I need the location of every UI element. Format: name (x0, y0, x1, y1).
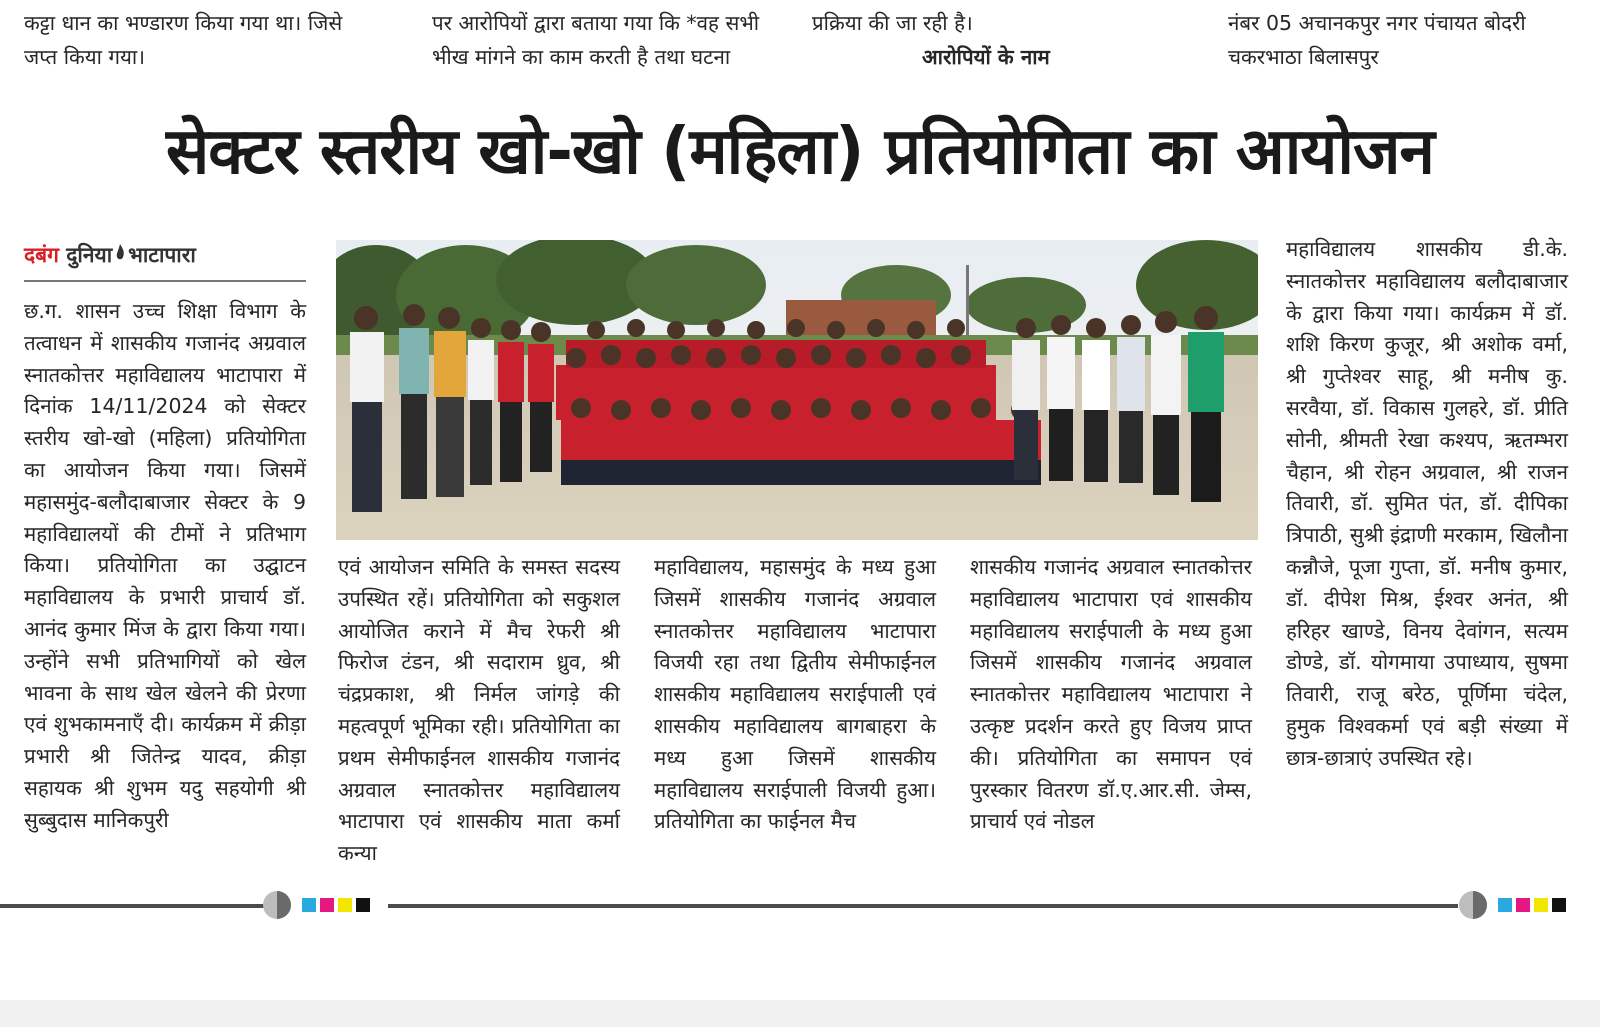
previous-article-col1 (24, 6, 394, 74)
flame-icon (114, 241, 126, 271)
registration-mark-left (262, 890, 384, 920)
previous-article-col2 (432, 6, 792, 74)
article-column-2 (338, 552, 620, 870)
section-heading: आरोपियों के नाम (922, 45, 1050, 69)
brand-name-dark: दुनिया (66, 243, 113, 267)
previous-article-col3 (812, 6, 1172, 74)
article-text: शासकीय गजानंद अग्रवाल स्नातकोत्तर महाविद्यालय भाटापारा एवं शासकीय महाविद्यालय सराईपाली के मध्य हुआ जिसमें शासकीय गजानंद अग्रवाल स्नातकोत्तर महाविद्यालय भाटापारा ने उत्कृष्ट प्रदर्शन करते हुए विजय प्राप्त की। प्रतियोगिता का समापन एवं पुरस्कार वितरण डॉ.ए.आर.सी. जेम्स, प्राचार्य एवं नोडल (970, 555, 1252, 834)
previous-article-col4 (1228, 6, 1588, 74)
text-line: प्रक्रिया की जा रही है। (812, 11, 973, 35)
article-text: महाविद्यालय शासकीय डी.के. स्नातकोत्तर महाविद्यालय बलौदाबाजार के द्वारा किया गया। कार्यक्रम में डॉ. शशि किरण कुजूर, श्री अशोक वर्मा, श्री गुप्तेश्वर साहू, श्री मनीष कु. सरवैया, डॉ. विकास गुलहरे, डॉ. प्रीति सोनी, श्रीमती रेखा कश्यप, ऋतम्भरा चैहान, श्री रोहन अग्रवाल, श्री राजन तिवारी, डॉ. सुमित पंत, डॉ. दीपिका त्रिपाठी, सुश्री इंद्राणी मरकाम, खिलौना कन्नौजे, पूजा गुप्ता, डॉ. मनीष कुमार, डॉ. दीपेश मिश्र, ईश्वर अनंत, श्री हरिहर खाण्डे, विनय देवांगन, सत्यम डोण्डे, डॉ. योगमाया उपाध्याय, सुषमा तिवारी, राजू बरेठ, पूर्णिमा चंदेल, हुमुक विश्वकर्मा एवं बड़ी संख्या में छात्र-छात्राएं उपस्थित रहे। (1286, 237, 1568, 770)
crop-line-center (388, 904, 1458, 908)
brand-name-red: दबंग (24, 243, 59, 267)
newspaper-masthead (24, 240, 306, 282)
text-line: चकरभाठा बिलासपुर (1228, 45, 1379, 69)
city-name: भाटापारा (128, 243, 196, 267)
text-line: नंबर 05 अचानकपुर नगर पंचायत बोदरी (1228, 11, 1526, 35)
article-column-5 (1286, 234, 1568, 775)
text-line: पर आरोपियों द्वारा बताया गया कि *वह सभी (432, 11, 760, 35)
registration-mark-right (1458, 890, 1580, 920)
article-column-4 (970, 552, 1252, 838)
text-line: कट्टा धान का भण्डारण किया गया था। जिसे (24, 11, 343, 35)
team-group-photo (336, 240, 1258, 540)
page-bottom-margin (0, 1000, 1600, 1027)
crop-line-left (0, 904, 268, 908)
article-text: एवं आयोजन समिति के समस्त सदस्य उपस्थित रहें। प्रतियोगिता को सकुशल आयोजित कराने में मैच रेफरी श्री फिरोज टंडन, श्री सदाराम ध्रुव, श्री चंद्रप्रकाश, श्री निर्मल जांगड़े की महत्वपूर्ण भूमिका रही। प्रतियोगिता का प्रथम सेमीफाईनल शासकीय गजानंद अग्रवाल स्नातकोत्तर महाविद्यालय भाटापारा एवं शासकीय माता कर्मा कन्या (338, 555, 620, 866)
article-headline: सेक्टर स्तरीय खो-खो (महिला) प्रतियोगिता का आयोजन (166, 115, 1434, 189)
article-column-3 (654, 552, 936, 838)
article-text: छ.ग. शासन उच्च शिक्षा विभाग के तत्वाधन में शासकीय गजानंद अग्रवाल स्नातकोत्तर महाविद्यालय भाटापारा में दिनांक 14/11/2024 को सेक्टर स्तरीय खो-खो (महिला) प्रतियोगिता का आयोजन किया गया। जिसमें महासमुंद-बलौदाबाजार सेक्टर के 9 महाविद्यालयों की टीमों ने प्रतिभाग किया। प्रतियोगिता का उद्घाटन महाविद्यालय के प्रभारी प्राचार्य डॉ. आनंद कुमार मिंज के द्वारा किया गया। उन्होंने सभी प्रतिभागियों को खेल भावना के साथ खेल खेलने की प्रेरणा एवं शुभकामनाएँ दी। कार्यक्रम में क्रीड़ा प्रभारी श्री जितेन्द्र यादव, क्रीड़ा सहायक श्री शुभम यदु सहयोगी श्री सुब्बुदास मानिकपुरी (24, 299, 306, 832)
text-line: भीख मांगने का काम करती है तथा घटना (432, 45, 731, 69)
text-line: जप्त किया गया। (24, 45, 146, 69)
article-column-1 (24, 296, 306, 837)
article-text: महाविद्यालय, महासमुंद के मध्य हुआ जिसमें शासकीय गजानंद अग्रवाल स्नातकोत्तर महाविद्यालय भाटापारा विजयी रहा तथा द्वितीय सेमीफाईनल शासकीय महाविद्यालय सराईपाली एवं शासकीय महाविद्यालय बागबाहरा के मध्य हुआ जिसमें शासकीय महाविद्यालय सराईपाली विजयी हुआ। प्रतियोगिता का फाईनल मैच (654, 555, 936, 834)
